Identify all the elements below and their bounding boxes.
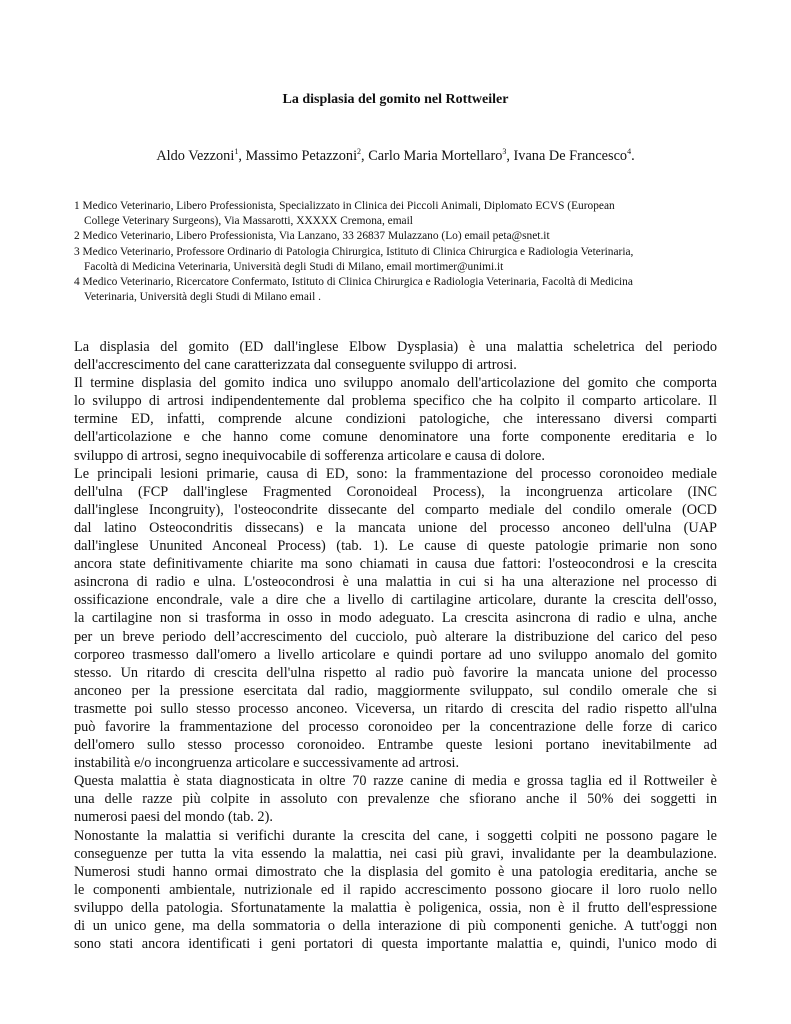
affiliation-line: Facoltà di Medicina Veterinaria, Università degli Studi di Milano, email mortimer@unimi.it: [84, 260, 504, 273]
text-line: conseguenze per tutta la vita essendo la malattia, nei casi più gravi, invalidante per la deambulazione.: [74, 845, 717, 862]
affiliation-2: [74, 229, 714, 244]
affiliation-line: 2 Medico Veterinario, Libero Professionista, Via Lanzano, 33 26837 Mulazzano (Lo) email peta@snet.it: [74, 230, 550, 243]
text-line: asincrona di radio e ulna. L'osteocondrosi è una malattia in cui si ha una alterazione nel processo di: [74, 574, 717, 591]
text-line: dall'inglese Ununited Anconeal Process) (tab. 1). Le cause di queste patologie primarie non sono: [74, 538, 717, 555]
affiliation-line: 4 Medico Veterinario, Ricercatore Confermato, Istituto di Clinica Chirurgica e Radiologia Veterinaria, Facoltà di Medicina: [74, 276, 633, 289]
affiliation-3: [74, 245, 714, 275]
author: Massimo Petazzoni$^2$,: [245, 147, 369, 164]
text-line: una delle razze più colpite in assoluto con prevalenze che sfiorano anche il 50% dei soggetti in: [74, 791, 717, 808]
text-line: dal latino Osteocondritis dissecans) e la mancata unione del processo anconeo dell'ulna (UAP: [74, 519, 717, 536]
text-line: sono stati ancora identificati i geni portatori di questa importante malattia e, quindi, l'unico modo di: [74, 936, 717, 953]
text-line: termine ED, infatti, comprende alcune condizioni patologiche, che interessano diversi comparti: [74, 411, 717, 428]
text-line: anconeo per la pressione esercitata dal radio, maggiormente sviluppato, sul condilo omerale che si: [74, 682, 717, 699]
text-line: la cartilagine non si trasforma in osso in modo adeguato. La crescita asincrona di radio e ulna, anche: [74, 610, 717, 627]
text-line: sviluppo della patologia. Sfortunatamente la malattia è poligenica, ossia, non è il frutto dell'espressione: [74, 899, 717, 916]
author-list: [0, 148, 791, 165]
paragraph: [74, 465, 717, 773]
paragraph: [74, 827, 717, 954]
text-line: Il termine displasia del gomito indica uno sviluppo anomalo dell'articolazione del gomito che comporta: [74, 375, 717, 392]
paragraph: [74, 338, 717, 374]
body-text: [74, 338, 717, 953]
text-line: di un unico gene, ma della sommatoria o della interazione di più componenti geniche. A tutt'oggi non: [74, 918, 717, 934]
text-line: lo sviluppo di artrosi indipendentemente dal problema specifico che ha colpito il comparto articolare. Il: [74, 393, 717, 410]
text-line: ancora state definitivamente chiarite ma sono chiamati in causa due fattori: l'osteocondrosi e la crescita: [74, 556, 717, 573]
text-line: per un breve periodo dell’accrescimento del cucciolo, può alterare la distribuzione del carico del peso: [74, 628, 717, 645]
affiliation-line: 3 Medico Veterinario, Professore Ordinario di Patologia Chirurgica, Istituto di Clinica Chirurgica e Radiologia Veterinaria,: [74, 245, 634, 258]
text-line: dell'omero sullo stesso processo coronoideo. Entrambe queste lesioni portano inevitabilmente ad: [74, 737, 717, 754]
affiliation-4: [74, 275, 714, 305]
text-line: corporeo trasmesso dall'omero a livello articolare e quindi portare ad uno sviluppo anomalo del gomito: [74, 646, 717, 663]
affiliation-line: Veterinaria, Università degli Studi di Milano email .: [84, 291, 321, 304]
paragraph: [74, 772, 717, 826]
text-line: Le principali lesioni primarie, causa di ED, sono: la frammentazione del processo coronoideo mediale: [74, 465, 717, 482]
affiliation-line: College Veterinary Surgeons), Via Massarotti, XXXXX Cremona, email: [84, 215, 413, 228]
affiliation-1: [74, 199, 714, 229]
author: Carlo Maria Mortellaro$^3$,: [368, 147, 514, 164]
text-line: Nonostante la malattia si verifichi durante la crescita del cane, i soggetti colpiti ne possono pagare le: [74, 827, 717, 844]
paragraph: [74, 374, 717, 464]
text-line: La displasia del gomito (ED dall'inglese Elbow Dysplasia) è una malattia scheletrica del periodo: [74, 339, 717, 355]
author: Ivana De Francesco$^4$.: [513, 147, 635, 164]
text-line: Numerosi studi hanno ormai dimostrato che la displasia del gomito è una patologia ereditaria, anche se: [74, 863, 717, 880]
paper-title: La displasia del gomito nel Rottweiler: [282, 92, 509, 107]
text-line: stesso. Un ritardo di crescita dell'ulna rispetto al radio può favorire la mancata unione del processo: [74, 664, 717, 681]
affiliations: [74, 199, 714, 305]
text-line: trasmette poi sullo stesso processo anconeo. Viceversa, un ritardo di crescita del radio rispetto all'ulna: [74, 700, 717, 717]
text-line: può favorire la frammentazione del processo coronoideo per la concentrazione delle forze di carico: [74, 718, 717, 735]
author: Aldo Vezzoni$^1$,: [156, 147, 246, 164]
text-line: instabilità e/o incongruenza articolare e successivamente ad artrosi.: [74, 755, 460, 772]
text-line: numerosi paesi del mondo (tab. 2).: [74, 809, 273, 826]
text-line: Questa malattia è stata diagnosticata in oltre 70 razze canine di media e grossa taglia ed il Rottweiler è: [74, 773, 717, 790]
text-line: ossificazione encondrale, vale a dire che a livello di cartilagine articolare, durante la crescita dell'osso,: [74, 592, 717, 609]
affiliation-line: 1 Medico Veterinario, Libero Professionista, Specializzato in Clinica dei Piccoli Animali, Diplomato ECVS (European: [74, 200, 615, 212]
text-line: dall'inglese Incongruity), l'osteocondrite dissecante del comparto mediale del condilo omerale (OCD: [74, 501, 717, 518]
text-line: dell'articolazione e che hanno come comune denominatore una forte componente ereditaria e lo: [74, 429, 717, 446]
text-line: sviluppo di artrosi, segno inequivocabile di sofferenza articolare e causa di dolore.: [74, 447, 545, 464]
text-line: dell'accrescimento del cane caratterizzata dal conseguente sviluppo di artrosi.: [74, 357, 517, 374]
text-line: dell'ulna (FCP dall'inglese Fragmented Coronoideal Process), la incongruenza articolare (INC: [74, 483, 717, 500]
text-line: le componenti ambientale, nutrizionale ed il rapido accrescimento possono giocare il loro ruolo nello: [74, 881, 717, 898]
